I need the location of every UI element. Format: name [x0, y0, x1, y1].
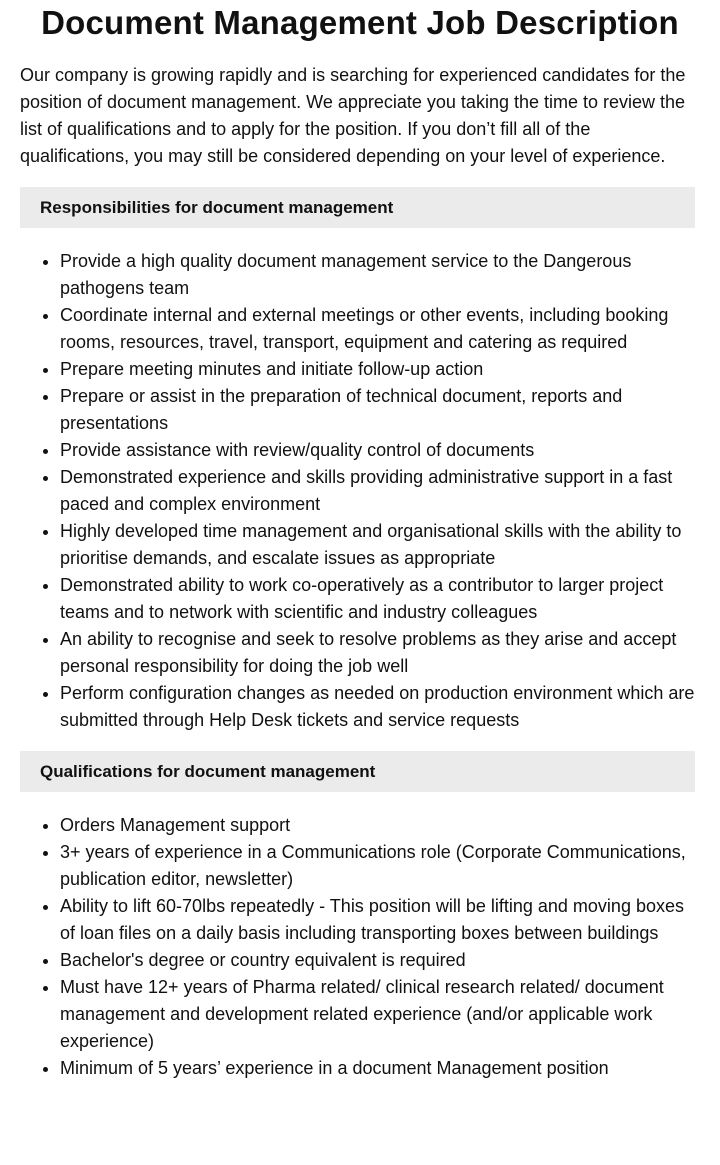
list-item: • Prepare or assist in the preparation of technical document, reports and presentations: [60, 383, 695, 437]
list-item: • Coordinate internal and external meetings or other events, including booking rooms, resources, travel, transport, equipment and catering as required: [60, 302, 695, 356]
list-item: • Provide a high quality document management service to the Dangerous pathogens team: [60, 248, 695, 302]
list-item: • Ability to lift 60-70lbs repeatedly - This position will be lifting and moving boxes of loan files on a daily basis including transporting boxes between buildings: [60, 893, 695, 947]
list-item: • Highly developed time management and organisational skills with the ability to prioritise demands, and escalate issues as appropriate: [60, 518, 695, 572]
list-item: • Minimum of 5 years’ experience in a document Management position: [60, 1055, 695, 1082]
list-item: • Prepare meeting minutes and initiate follow-up action: [60, 356, 695, 383]
list-item: • Provide assistance with review/quality control of documents: [60, 437, 695, 464]
list-item: • Demonstrated ability to work co-operatively as a contributor to larger project teams and to network with scientific and industry colleagues: [60, 572, 695, 626]
qualifications-heading: Qualifications for document management: [20, 751, 695, 792]
responsibilities-heading: Responsibilities for document management: [20, 187, 695, 228]
list-item: • Bachelor's degree or country equivalent is required: [60, 947, 695, 974]
page-title: Document Management Job Description: [41, 4, 679, 41]
list-item: • An ability to recognise and seek to resolve problems as they arise and accept personal responsibility for doing the job well: [60, 626, 695, 680]
list-item: • Perform configuration changes as needed on production environment which are submitted through Help Desk tickets and service requests: [60, 680, 695, 734]
qualifications-list: [20, 812, 695, 1082]
intro-paragraph: Our company is growing rapidly and is searching for experienced candidates for the position of document management. We appreciate you taking the time to review the list of qualifications and to apply for the position. If you don’t fill all of the qualifications, you may still be considered depending on your level of experience.: [20, 65, 686, 166]
list-item: • Must have 12+ years of Pharma related/ clinical research related/ document management and development related experience (and/or applicable work experience): [60, 974, 695, 1055]
list-item: • Orders Management support: [60, 812, 695, 839]
responsibilities-list: [20, 248, 695, 734]
list-item: • Demonstrated experience and skills providing administrative support in a fast paced and complex environment: [60, 464, 695, 518]
list-item: • 3+ years of experience in a Communications role (Corporate Communications, publication editor, newsletter): [60, 839, 695, 893]
